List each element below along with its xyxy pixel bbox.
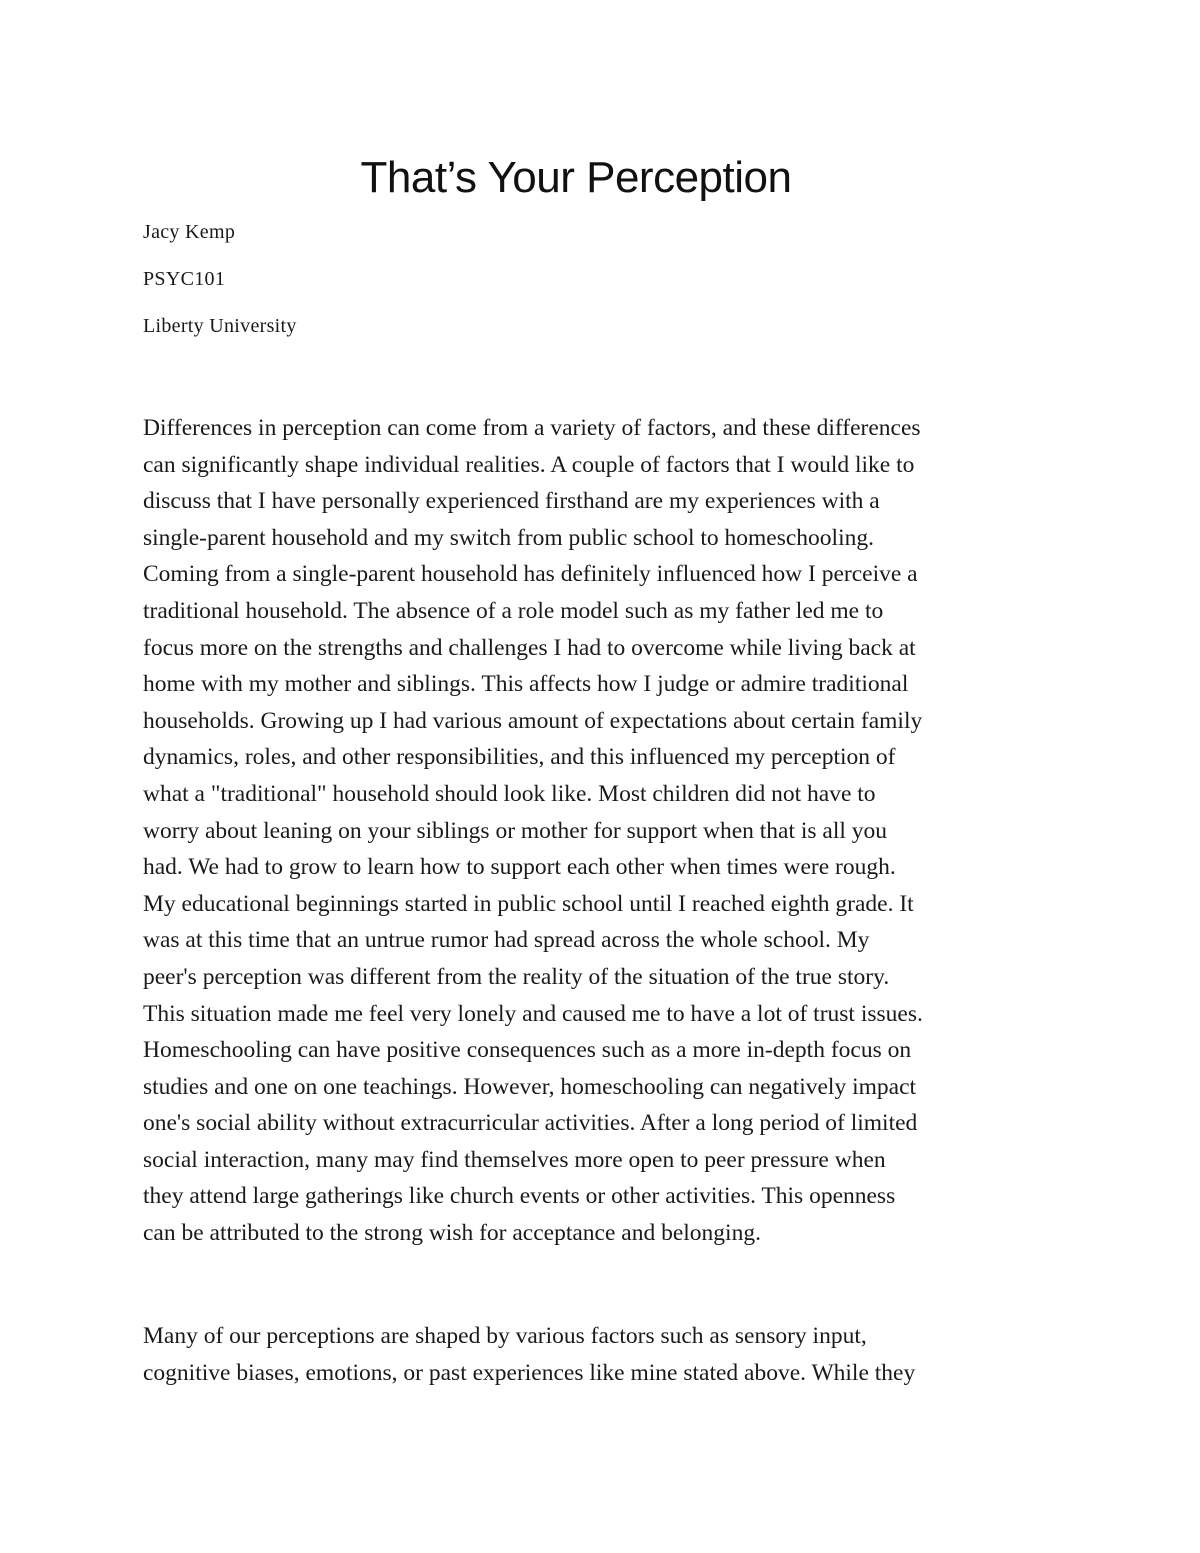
course-code: PSYC101: [143, 268, 226, 290]
text-line: one's social ability without extracurricular activities. After a long period of limited: [143, 1110, 918, 1137]
text-line: This situation made me feel very lonely and caused me to have a lot of trust issues.: [143, 1000, 923, 1027]
body-paragraph-1: [143, 410, 1063, 1252]
text-line: Differences in perception can come from a variety of factors, and these differences: [143, 415, 921, 441]
text-line: what a "traditional" household should look like. Most children did not have to: [143, 780, 876, 807]
text-line: My educational beginnings started in public school until I reached eighth grade. It: [143, 890, 914, 917]
text-line: dynamics, roles, and other responsibilities, and this influenced my perception of: [143, 744, 896, 771]
text-line: can significantly shape individual realities. A couple of factors that I would like to: [143, 451, 915, 478]
text-line: Homeschooling can have positive consequences such as a more in-depth focus on: [143, 1037, 912, 1064]
text-line: studies and one on one teachings. However, homeschooling can negatively impact: [143, 1073, 917, 1100]
text-line: was at this time that an untrue rumor had spread across the whole school. My: [143, 927, 870, 954]
institution-name: Liberty University: [143, 315, 297, 337]
text-line: worry about leaning on your siblings or mother for support when that is all you: [143, 817, 888, 844]
body-paragraph-2: [143, 1318, 1063, 1391]
text-line: traditional household. The absence of a role model such as my father led me to: [143, 597, 884, 624]
text-line: single-parent household and my switch from public school to homeschooling.: [143, 524, 874, 551]
text-line: discuss that I have personally experienced firsthand are my experiences with a: [143, 488, 880, 515]
text-line: cognitive biases, emotions, or past experiences like mine stated above. While they: [143, 1359, 916, 1386]
text-line: social interaction, many may find themselves more open to peer pressure when: [143, 1146, 886, 1173]
text-line: focus more on the strengths and challenges I had to overcome while living back at: [143, 634, 916, 661]
document-title: That’s Your Perception: [360, 153, 792, 202]
text-line: Many of our perceptions are shaped by various factors such as sensory input,: [143, 1323, 867, 1349]
text-line: Coming from a single-parent household has definitely influenced how I perceive a: [143, 561, 918, 588]
text-line: households. Growing up I had various amount of expectations about certain family: [143, 707, 923, 734]
author-name: Jacy Kemp: [143, 221, 236, 243]
text-line: had. We had to grow to learn how to support each other when times were rough.: [143, 854, 896, 881]
text-line: can be attributed to the strong wish for acceptance and belonging.: [143, 1220, 761, 1247]
text-line: peer's perception was different from the reality of the situation of the true story.: [143, 963, 890, 990]
text-line: home with my mother and siblings. This affects how I judge or admire traditional: [143, 671, 909, 698]
text-line: they attend large gatherings like church events or other activities. This openness: [143, 1183, 896, 1210]
